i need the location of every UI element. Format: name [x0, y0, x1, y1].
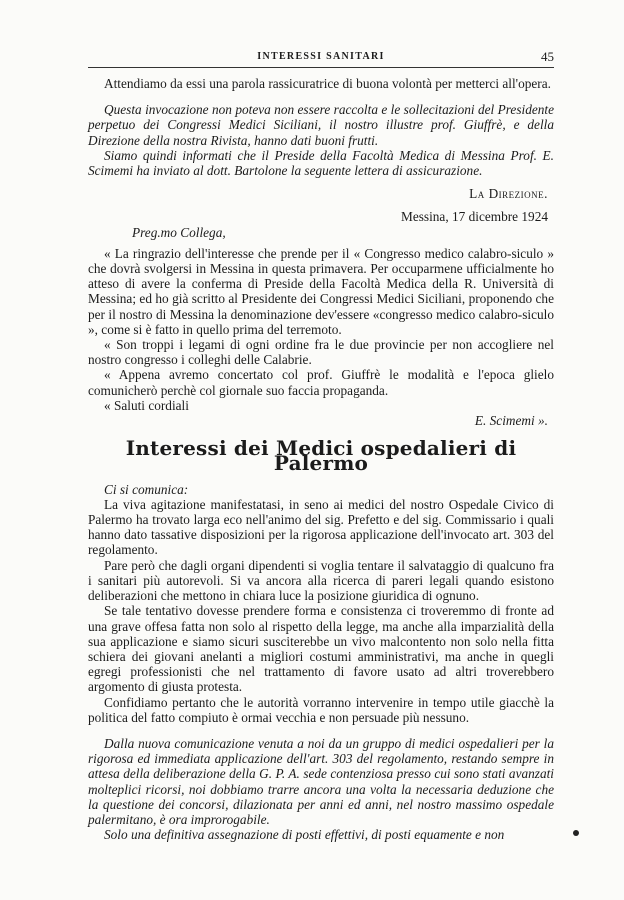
letter-paragraph-1: « La ringrazio dell'interesse che prende per il « Congresso medico calabro-siculo » che dovrà svolgersi in Messina in questa primavera. Per occuparmene ufficialmente ho atteso di avere la conferma di Preside della Facoltà Medica della R. Università di Messina; ed ho già scritto al Presidente dei Congressi Medici Siciliani, proponendo che per il nostro di Messina la denominazione dev'essere «congresso medico calabro-siculo », come si è fatto in quello prima del terremoto. — [88, 245, 554, 337]
section-paragraph-4: Confidiamo pertanto che le autorità vorranno intervenire in tempo utile giacchè la politica del fatto compiuto è ormai vecchia e non persuade più nessuno. — [88, 694, 554, 725]
running-title: INTERESSI SANITARI — [257, 51, 385, 62]
margin-dot — [573, 830, 579, 836]
section-paragraph-5: Dalla nuova comunicazione venuta a noi da un gruppo di medici ospedalieri per la rigorosa ed immediata applicazione dell'art. 303 del regolamento, restando sempre in attesa della deliberazione della G. P. A. sede contenziosa presso cui sono stati avanzati molteplici ricorsi, noi dobbiamo trarre ancora una volta la necessaria deduzione che la questione dei concorsi, dilazionata per anni ed anni, nel nostro massimo ospedale palermitano, è ora improrogabile. — [88, 735, 554, 827]
editorial-paragraph-1: Questa invocazione non poteva non essere raccolta e le sollecitazioni del Presidente perpetuo dei Congressi Medici Siciliani, il nostro illustre prof. Giuffrè, e della Direzione della nostra Rivista, hanno dati buoni frutti. — [88, 102, 554, 148]
letter-date: Messina, 17 dicembre 1924 — [401, 209, 548, 225]
letter-paragraph-4: « Saluti cordiali — [104, 397, 189, 413]
section-paragraph-6: Solo una definitiva assegnazione di posti effettivi, di posti equamente e non — [104, 827, 505, 843]
section-title: Interessi dei Medici ospedalieri di Palermo — [125, 436, 517, 476]
section-paragraph-3: Se tale tentativo dovesse prendere forma e consistenza ci troveremmo di fronte ad una grave offesa fatta non solo al rispetto della legge, ma anche alla imparzialità della sua applicazione e siamo sicuri susciterebbe un vivo malcontento non solo nella fitta schiera dei giovani anelanti a migliori costumi amministrativi, ma anche in quegli egregi professionisti che nel trattamento di favore usato ad altri troverebbero argomento di giusta protesta. — [88, 603, 554, 695]
letter-signature: E. Scimemi ». — [474, 413, 548, 429]
section-paragraph-1: La viva agitazione manifestatasi, in seno ai medici del nostro Ospedale Civico di Palermo ha trovato larga eco nell'animo del sig. Prefetto e del sig. Commissario i quali hanno dato tassative disposizioni per la rigorosa applicazione dell'invocato art. 303 del regolamento. — [88, 496, 554, 558]
letter-paragraph-2: « Son troppi i legami di ogni ordine fra le due provincie per non accogliere nel nostro congresso i colleghi delle Calabrie. — [88, 337, 554, 368]
letter-salutation: Preg.mo Collega, — [132, 224, 226, 240]
section-lead: Ci si comunica: — [104, 481, 189, 497]
running-header — [88, 49, 554, 68]
editorial-paragraph-2: Siamo quindi informati che il Preside della Facoltà Medica di Messina Prof. E. Scimemi ha inviato al dott. Bartolone la seguente lettera di assicurazione. — [88, 147, 554, 179]
page-number: 45 — [541, 49, 554, 64]
letter-paragraph-3: « Appena avremo concertato col prof. Giuffrè le modalità e l'epoca glielo comunicherò perchè col giornale suo faccia propaganda. — [88, 367, 554, 398]
editorial-signature: La Direzione. — [469, 186, 548, 202]
section-paragraph-2: Pare però che dagli organi dipendenti si voglia tentare il salvataggio di qualcuno fra i sanitari più autorevoli. Si va ancora alla ricerca di pareri legali quando esistono deliberazioni che mettono in chiara luce la posizione giuridica di ognuno. — [88, 557, 554, 604]
article-body — [88, 76, 554, 842]
intro-paragraph: Attendiamo da essi una parola rassicuratrice di buona volontà per metterci all'opera. — [104, 76, 551, 91]
